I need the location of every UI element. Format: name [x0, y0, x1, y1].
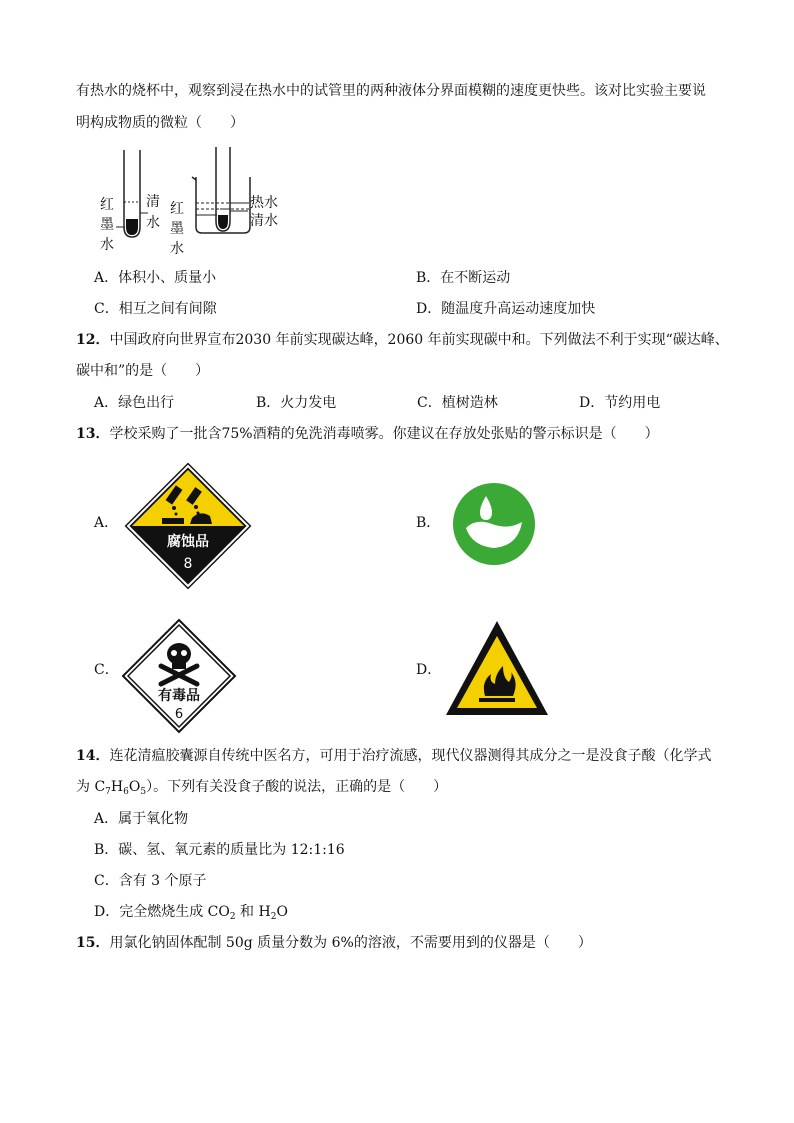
- q13-option-d-letter[interactable]: D．: [416, 662, 442, 678]
- right-label-hot-water: 热水: [250, 195, 278, 211]
- left-label-water: 水: [100, 237, 114, 253]
- q14-d-sub-co2: 2: [229, 912, 236, 922]
- left-label-clear-water: 水: [146, 215, 160, 231]
- left-label-ink: 墨: [100, 217, 114, 233]
- q11-diagram: [96, 145, 296, 260]
- q12-stem-line2: 碳中和”的是（ ）: [76, 363, 210, 379]
- right-label-water: 水: [170, 241, 184, 257]
- left-label-clear: 清: [146, 194, 160, 210]
- q11-option-a[interactable]: A．体积小、质量小: [94, 270, 217, 286]
- q13-option-c-letter[interactable]: C．: [94, 662, 119, 678]
- toxic-sign-icon[interactable]: [121, 618, 237, 738]
- q14-sub-h: 6: [123, 787, 129, 797]
- q15-stem: [76, 933, 592, 953]
- q11-stem-line2: 明构成物质的微粒（ ）: [76, 115, 244, 131]
- left-label-red: 红: [100, 197, 114, 213]
- q12-option-a[interactable]: A．绿色出行: [94, 395, 175, 411]
- q11-option-b[interactable]: B．在不断运动: [416, 270, 511, 286]
- q11-stem-line1: 有热水的烧杯中，观察到浸在热水中的试管里的两种液体分界面模糊的速度更快些。该对比实验主要说: [76, 83, 706, 99]
- water-saving-sign-icon[interactable]: [452, 482, 536, 570]
- right-label-ink: 墨: [170, 221, 184, 237]
- q12-option-d[interactable]: D．节约用电: [579, 395, 661, 411]
- q13-stem: [76, 424, 659, 444]
- q14-option-d[interactable]: [94, 902, 288, 922]
- q12-option-b[interactable]: B．火力发电: [256, 395, 337, 411]
- toxic-sign-number: 6: [174, 707, 184, 722]
- q14-option-c[interactable]: C．含有 3 个原子: [94, 873, 207, 889]
- q15-stem-text: 用氯化钠固体配制 50g 质量分数为 6%的溶液，不需要用到的仪器是（ ）: [109, 935, 592, 951]
- q14-d-post: O: [276, 904, 288, 920]
- q14-stem-line2: [76, 777, 447, 797]
- corrosive-sign-text: 腐蚀品: [167, 534, 209, 550]
- q11-option-c[interactable]: C．相互之间有间隙: [94, 301, 217, 317]
- q12-stem-line1: [76, 330, 729, 350]
- q12-stem-text: 中国政府向世界宣布2030 年前实现碳达峰，2060 年前实现碳中和。下列做法不利于实现“碳达峰、: [109, 332, 729, 348]
- q13-option-a-letter[interactable]: A．: [94, 515, 119, 531]
- q14-formula-h: H: [110, 779, 124, 795]
- corrosive-sign-number: 8: [183, 556, 193, 572]
- q15-number: 15．: [76, 935, 110, 951]
- right-label-red: 红: [170, 201, 184, 217]
- q12-option-c[interactable]: C．植树造林: [417, 395, 498, 411]
- q13-stem-text: 学校采购了一批含75%酒精的免洗消毒喷雾。你建议在存放处张贴的警示标识是（ ）: [109, 426, 659, 442]
- right-label-clear-water: 清水: [250, 213, 278, 229]
- q14-d-mid: 和 H: [235, 904, 271, 920]
- q14-option-b[interactable]: B．碳、氢、氧元素的质量比为 12:1:16: [94, 842, 345, 858]
- q14-sub-o: 5: [140, 787, 147, 797]
- q14-sub-c: 7: [105, 787, 111, 797]
- q14-stem-post: ）。下列有关没食子酸的说法，正确的是（ ）: [146, 779, 448, 795]
- q11-option-d[interactable]: D．随温度升高运动速度加快: [416, 301, 596, 317]
- q14-d-pre: D．完全燃烧生成 CO: [94, 904, 230, 920]
- q14-stem-line1: [76, 746, 711, 766]
- q14-option-a[interactable]: A．属于氧化物: [94, 811, 189, 827]
- q14-d-sub-h2o: 2: [270, 912, 277, 922]
- q13-option-b-letter[interactable]: B．: [416, 515, 441, 531]
- q14-stem-text: 连花清瘟胶囊源自传统中医名方，可用于治疗流感，现代仪器测得其成分之一是没食子酸（化学式: [109, 748, 712, 764]
- q14-number: 14．: [76, 748, 110, 764]
- corrosive-sign-icon[interactable]: [124, 462, 252, 594]
- q13-number: 13．: [76, 426, 110, 442]
- flammable-sign-icon[interactable]: [443, 618, 551, 722]
- toxic-sign-text: 有毒品: [158, 688, 200, 704]
- q14-formula-o: O: [128, 779, 141, 795]
- q14-formula-pre: 为 C: [76, 779, 106, 795]
- q12-number: 12．: [76, 332, 110, 348]
